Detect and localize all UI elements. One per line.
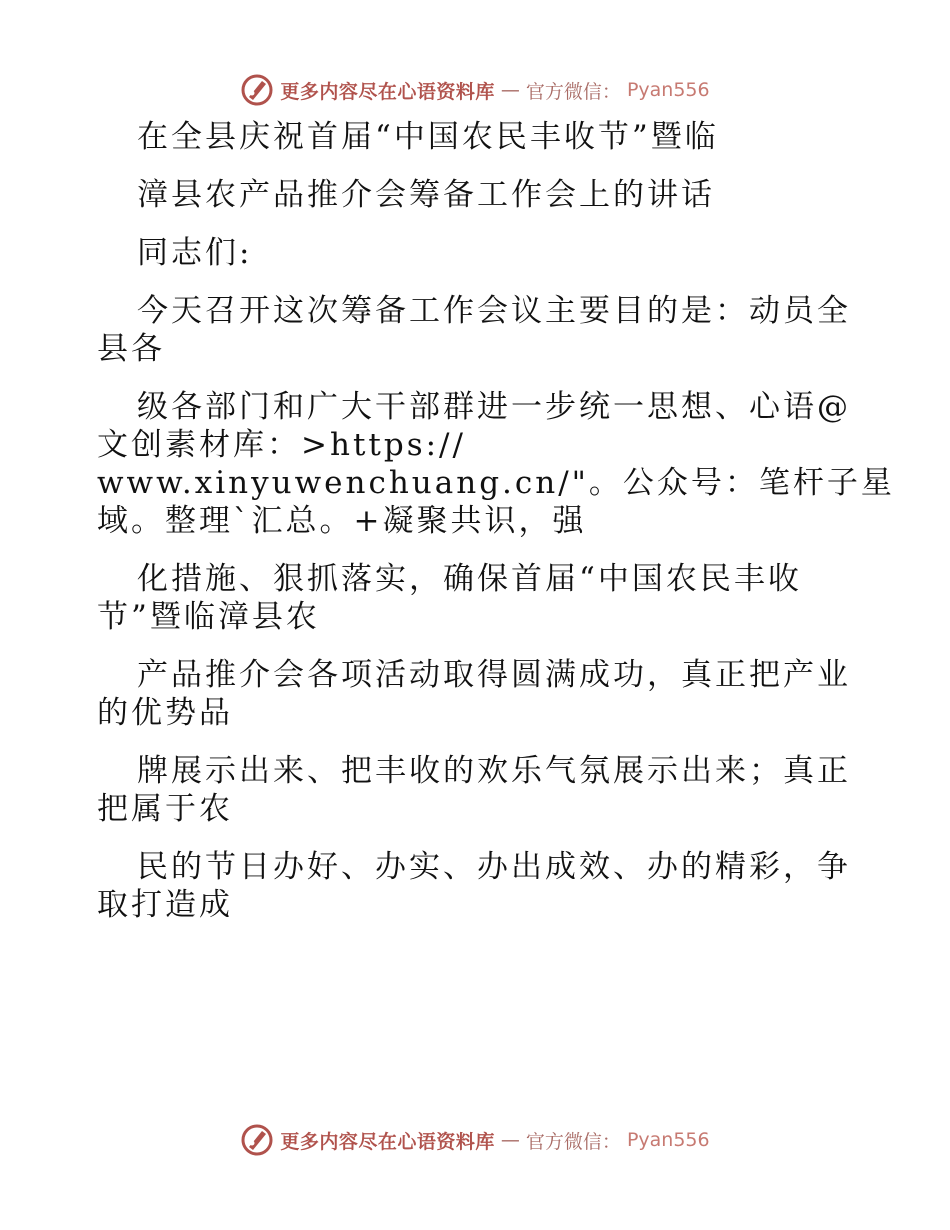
paragraph-continuation-line: www.xinyuwenchuang.cn/"。公众号：笔杆子星 (97, 465, 895, 501)
paragraph (97, 176, 857, 214)
paragraph (97, 234, 857, 272)
paragraph (97, 848, 857, 924)
watermark-wechat-handle: Pyan556 (626, 1129, 710, 1151)
watermark-site-text: 更多内容尽在心语资料库 (280, 80, 495, 103)
paragraph-continuation-line: 节”暨临漳县农 (97, 599, 320, 635)
paragraph-first-line: 漳县农产品推介会筹备工作会上的讲话 (137, 177, 715, 213)
watermark-wechat-label: 官方微信： (525, 80, 621, 103)
paragraph (97, 752, 857, 828)
paragraph-continuation-line: 把属于农 (97, 791, 233, 827)
watermark-wechat-label: 官方微信： (525, 1130, 621, 1153)
paragraph (97, 292, 857, 368)
library-logo-icon (240, 1123, 274, 1157)
watermark-footer (0, 1120, 950, 1160)
paragraph (97, 560, 857, 636)
document-body (97, 118, 895, 924)
paragraph-first-line: 在全县庆祝首届“中国农民丰收节”暨临 (137, 119, 719, 155)
watermark-separator: — (500, 79, 520, 101)
paragraph-continuation-line: 文创素材库：>https:// (97, 427, 466, 463)
paragraph-first-line: 今天召开这次筹备工作会议主要目的是：动员全 (137, 293, 851, 329)
paragraph-continuation-line: 域。整理`汇总。+凝聚共识，强 (97, 503, 587, 539)
paragraph-first-line: 民的节日办好、办实、办出成效、办的精彩，争 (137, 849, 851, 885)
paragraph-first-line: 产品推介会各项活动取得圆满成功，真正把产业 (137, 657, 851, 693)
watermark-wechat-handle: Pyan556 (626, 79, 710, 101)
paragraph-continuation-line: 取打造成 (97, 887, 233, 923)
paragraph-continuation-line: 的优势品 (97, 695, 233, 731)
paragraph (97, 118, 857, 156)
watermark-separator: — (500, 1129, 520, 1151)
paragraph-continuation-line: 县各 (97, 331, 165, 367)
paragraph (97, 388, 895, 540)
paragraph-first-line: 级各部门和广大干部群进一步统一思想、心语@ (137, 389, 851, 425)
watermark-header (0, 70, 950, 110)
paragraph (97, 656, 857, 732)
library-logo-icon (240, 73, 274, 107)
paragraph-first-line: 化措施、狠抓落实，确保首届“中国农民丰收 (137, 561, 802, 597)
watermark-site-text: 更多内容尽在心语资料库 (280, 1130, 495, 1153)
paragraph-first-line: 牌展示出来、把丰收的欢乐气氛展示出来；真正 (137, 753, 851, 789)
paragraph-first-line: 同志们: (137, 235, 253, 271)
